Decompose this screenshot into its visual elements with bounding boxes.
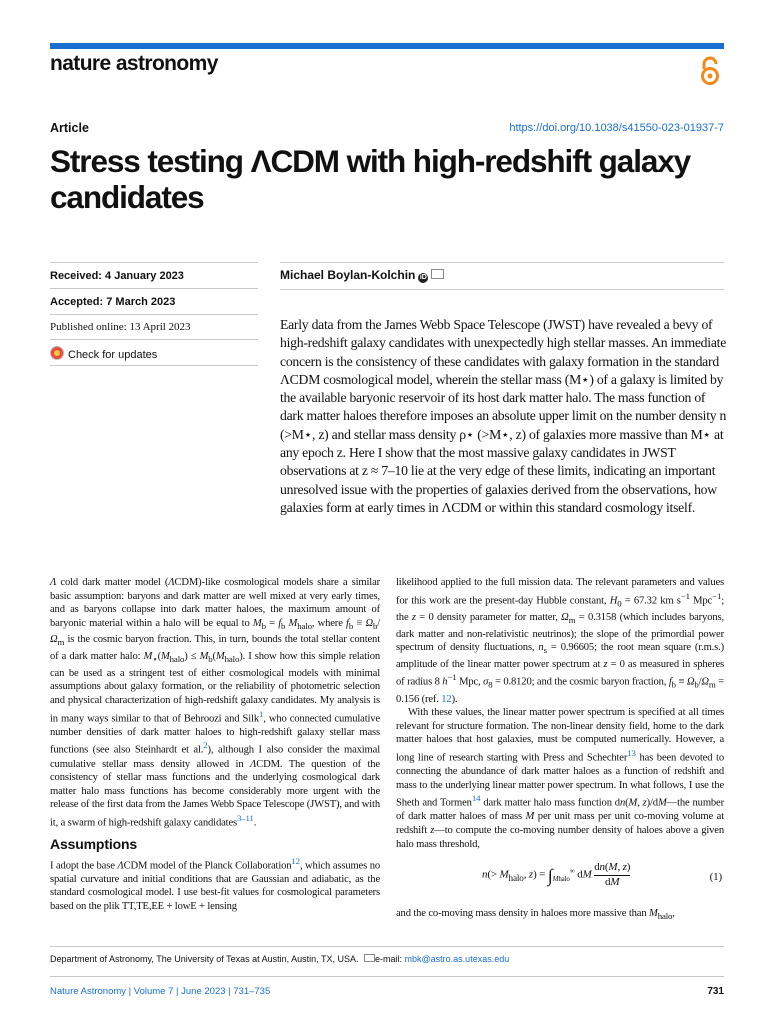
equation: $n(> M_{halo}$, $z) = \int_{Mhalo}^\infty$ dM $\frac{dn(M, z)}{dM}$ (1) [482, 861, 722, 888]
body-paragraph: likelihood applied to the full mission data. The relevant parameters and values for this work are the present-day Hubble constant, $H_0 = 67.32$ km $s^{-1}$ Mpc$^{-1}$; the z = 0 density parameter for matter, $\Omega_m = 0.3158$ (which includes baryons, dark matter and non-relativistic neutrinos); the slope of the primordial power spectrum of density fluctuations, $n_s = 0.96605$; the root mean square (r.m.s.) amplitude of the linear matter power spectrum at z = 0 as measured in spheres of radius 8 $h^{-1}$ Mpc, $\sigma_8 = 0.8120$; and the cosmic baryon fraction, $f_b \equiv \Omega_b/\Omega_m = 0.156$ (ref. 12). [396, 577, 725, 705]
section-heading: Assumptions [50, 836, 138, 853]
divider [50, 288, 258, 289]
equation-number: (1) [709, 871, 722, 884]
journal-citation[interactable]: Nature Astronomy | Volume 7 | June 2023 | 731–735 [50, 986, 271, 997]
body-column-right [396, 576, 724, 924]
email-label: e-mail: [375, 954, 403, 964]
received-date: Received: 4 January 2023 [50, 270, 184, 282]
divider [50, 976, 724, 977]
article-title: Stress testing ΛCDM with high-redshift galaxy candidates [50, 143, 691, 215]
doi-link[interactable]: https://doi.org/10.1038/s41550-023-01937-7 [509, 122, 724, 134]
accepted-date: Accepted: 7 March 2023 [50, 296, 176, 308]
affiliation: Department of Astronomy, The University of Texas at Austin, Austin, TX, USA. [50, 954, 359, 964]
check-updates-label: Check for updates [68, 349, 158, 361]
divider [50, 314, 258, 315]
divider [280, 289, 724, 290]
body-column-left [50, 576, 380, 914]
divider [50, 365, 258, 366]
body-paragraph: With these values, the linear matter power spectrum is specified at all times relevant for structure formation. The non-linear density field, home to the dark matter haloes that host galaxies, must be computed numerically. However, a long line of research starting with Press and Schechter$^{13}$ has been devoted to connecting the abundance of dark matter haloes as a function of redshift and mass to the underlying linear matter power spectrum. In what follows, I use the Sheth and Tormen$^{14}$ dark matter halo mass function dn(M, z)/dM—the number of dark matter haloes of mass M per unit mass per unit co-moving volume at redshift z—to compute the co-moving number density of haloes above a given halo mass threshold, [396, 707, 724, 850]
open-access-icon[interactable] [698, 56, 722, 86]
email-icon [364, 954, 375, 962]
abstract: Early data from the James Webb Space Telescope (JWST) have revealed a bevy of high-redshift galaxy candidates with unexpectedly high stellar masses. An immediate concern is the consistency of these candidates with galaxy formation in the standard ΛCDM cosmological model, wherein the stellar mass (M⋆) of a galaxy is limited by the available baryonic reservoir of its host dark matter halo. The mass function of dark matter haloes therefore imposes an absolute upper limit on the number density n (>M⋆, z) and stellar mass density ρ⋆ (>M⋆, z) of galaxies more massive than M⋆ at any epoch z. Here I show that the most massive galaxy candidates in JWST observations at z ≈ 7–10 lie at the very edge of these limits, indicating an important unresolved issue with the properties of galaxies derived from the observations, how galaxies form at early times in ΛCDM or within this standard cosmology itself. [280, 317, 727, 515]
published-date: Published online: 13 April 2023 [50, 321, 191, 333]
body-paragraph: and the co-moving mass density in haloes more massive than $M_{halo}$, [396, 908, 675, 922]
body-paragraph: Λ cold dark matter model (ΛCDM)-like cosmological models share a similar basic assumption: baryons and dark matter are well mixed at very early times, and as baryons collapse into dark matter haloes, the maximum amount of baryonic material within a halo will be equal to $M_b = f_b$ $M_{halo}$, where $f_b \equiv \Omega_b/\Omega_m$ is the cosmic baryon fraction. This, in turn, bounds the total stellar content of a dark matter halo: $M_⋆(M_{halo}) \le M_b(M_{halo})$. I show how this simple relation can be used as a stringent test of either cosmological models with minimal assumptions about galaxy formation, or the reliability of photometric selection and physical characterization of high-redshift galaxy candidates. My analysis is in many ways similar to that of Behroozi and Silk$^1$, who connected cumulative number densities of dark matter haloes to high-redshift galaxy stellar mass functions (see also Steinhardt et al.$^2$), although I also consider the maximal cumulative stellar mass density allowed in ΛCDM. The question of the consistency of stellar mass functions and the underlying cosmological dark matter halo mass functions has become considerably more urgent with the release of the first data from the James Webb Space Telescope (JWST), and with it, a swarm of high-redshift galaxy candidates$^{3-11}$. [50, 577, 381, 829]
affiliation-footnote [50, 954, 509, 964]
header-rule [50, 43, 724, 49]
author-line [280, 268, 444, 283]
body-paragraph: I adopt the base ΛCDM model of the Planck Collaboration$^{12}$, which assumes no spatial curvature and initial conditions that are Gaussian and adiabatic, as the standard cosmological model. I use best-fit values for cosmological parameters based on the plik TT,TE,EE + lowE + lensing [50, 855, 380, 912]
check-updates-icon [50, 346, 64, 360]
email-icon[interactable] [431, 269, 444, 279]
orcid-icon[interactable]: iD [419, 274, 427, 281]
article-type: Article [50, 121, 89, 135]
author-name[interactable]: Michael Boylan-Kolchin [280, 268, 416, 282]
email-link[interactable]: mbk@astro.as.utexas.edu [404, 954, 510, 964]
divider [280, 262, 724, 263]
divider [50, 946, 724, 947]
journal-name: nature astronomy [50, 52, 218, 75]
divider [50, 339, 258, 340]
check-updates-button[interactable] [50, 346, 157, 361]
divider [50, 262, 258, 263]
page-number: 731 [707, 986, 724, 997]
